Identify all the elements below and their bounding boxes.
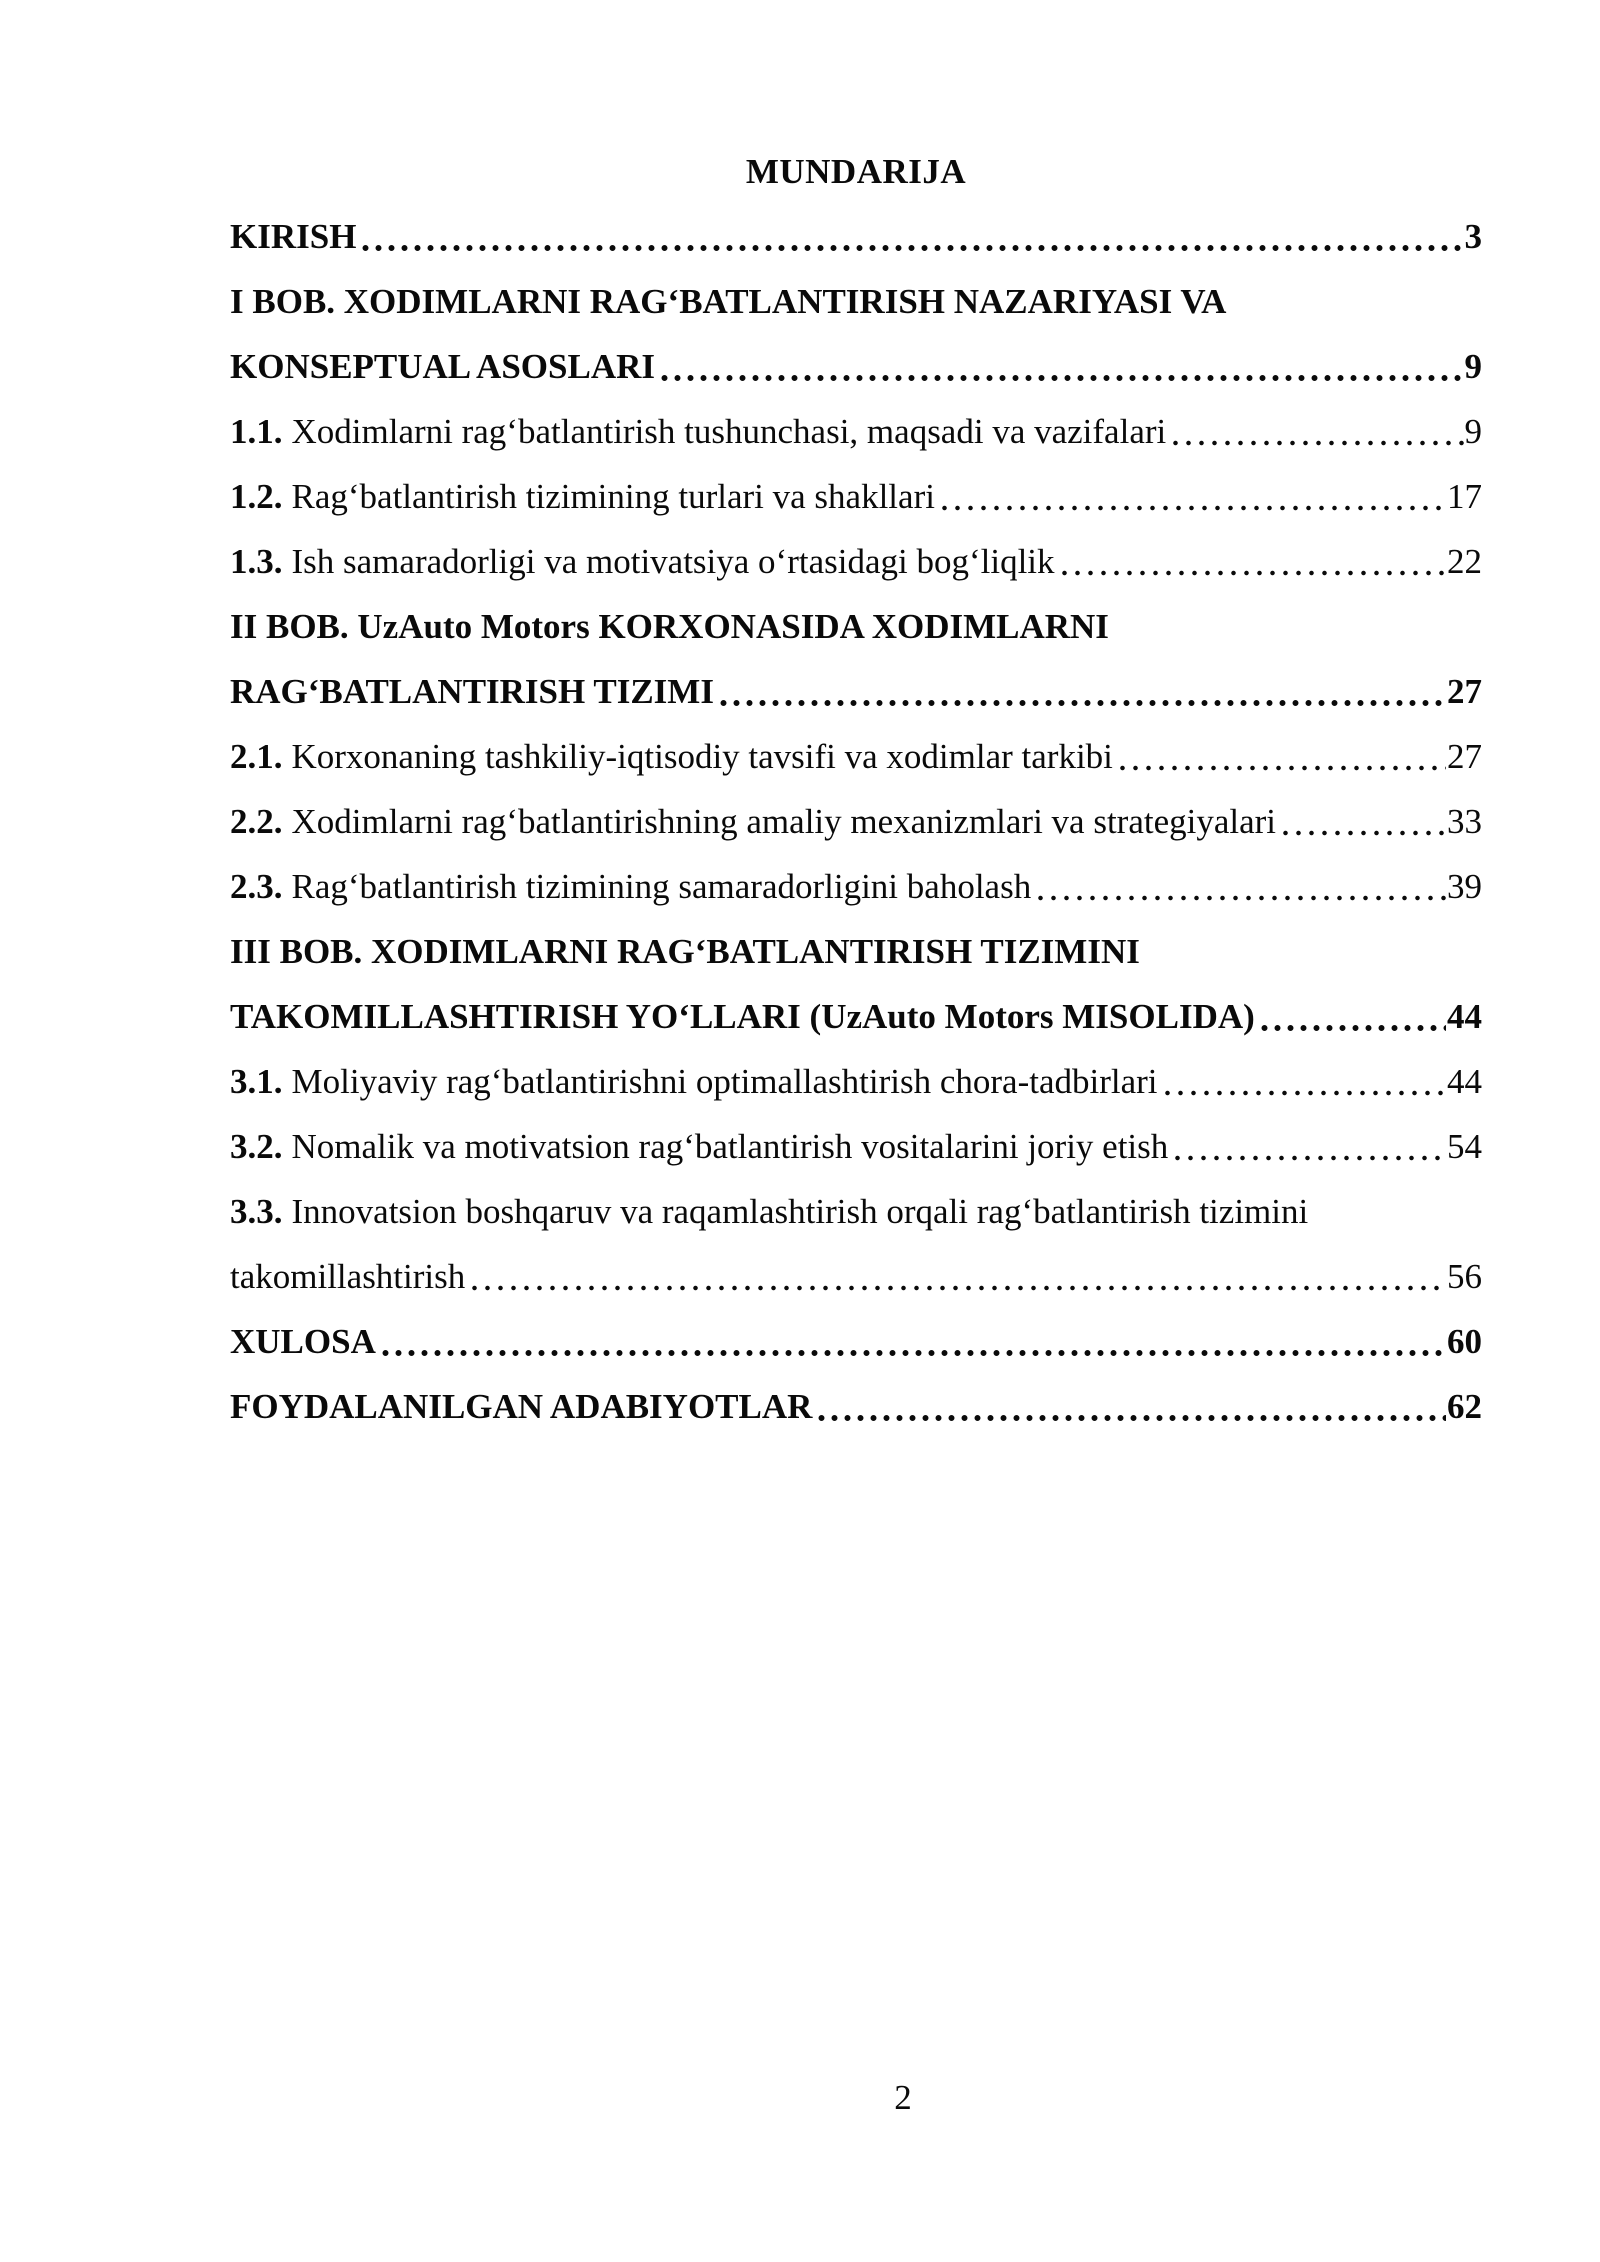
toc-entry-page: 44 bbox=[1447, 997, 1482, 1036]
toc-entries bbox=[230, 204, 1482, 1439]
toc-entry-text: FOYDALANILGAN ADABIYOTLAR bbox=[230, 1387, 813, 1426]
toc-entry bbox=[230, 399, 1482, 464]
toc-entry-page: 27 bbox=[1447, 672, 1482, 711]
toc-entry bbox=[230, 529, 1482, 594]
toc-entry-text: Xodimlarni rag‘batlantirishning amaliy mexanizmlari va strategiyalari bbox=[291, 802, 1277, 841]
toc-entry bbox=[230, 854, 1482, 919]
toc-entry-text: Korxonaning tashkiliy-iqtisodiy tavsifi va xodimlar tarkibi bbox=[291, 737, 1113, 776]
toc-entry-page: 9 bbox=[1464, 347, 1482, 386]
document-title: MUNDARIJA bbox=[745, 152, 967, 191]
dot-leader bbox=[1279, 829, 1446, 837]
toc-entry-number: 1.3. bbox=[230, 542, 283, 581]
toc-entry bbox=[230, 789, 1482, 854]
toc-entry-page: 33 bbox=[1447, 802, 1482, 841]
dot-leader bbox=[1171, 1154, 1446, 1162]
dot-leader bbox=[815, 1414, 1446, 1422]
toc-entry-text: Rag‘batlantirish tizimining samaradorligini baholash bbox=[291, 867, 1032, 906]
toc-entry-number: 1.2. bbox=[230, 477, 283, 516]
toc-entry-page: 17 bbox=[1447, 477, 1482, 516]
toc-entry bbox=[230, 1374, 1482, 1439]
toc-entry-text: RAG‘BATLANTIRISH TIZIMI bbox=[230, 672, 714, 711]
toc-entry-text: Ish samaradorligi va motivatsiya o‘rtasidagi bog‘liqlik bbox=[291, 542, 1055, 581]
toc-entry-number: 3.2. bbox=[230, 1127, 283, 1166]
toc-entry-number: 2.3. bbox=[230, 867, 283, 906]
toc-entry bbox=[230, 269, 1482, 334]
toc-entry bbox=[230, 1049, 1482, 1114]
toc-entry-page: 3 bbox=[1464, 217, 1482, 256]
dot-leader bbox=[1258, 1024, 1446, 1032]
dot-leader bbox=[468, 1284, 1446, 1292]
toc-entry-text: II BOB. UzAuto Motors KORXONASIDA XODIMLARNI bbox=[230, 607, 1109, 646]
dot-leader bbox=[1058, 569, 1446, 577]
toc-entry-text: KONSEPTUAL ASOSLARI bbox=[230, 347, 655, 386]
toc-entry-text: KIRISH bbox=[230, 217, 357, 256]
toc-entry bbox=[230, 919, 1482, 984]
dot-leader bbox=[1161, 1089, 1446, 1097]
dot-leader bbox=[938, 504, 1446, 512]
toc-entry-page: 44 bbox=[1447, 1062, 1482, 1101]
toc-entry-text: Innovatsion boshqaruv va raqamlashtirish orqali rag‘batlantirish tizimini bbox=[291, 1192, 1309, 1231]
toc-entry bbox=[230, 1114, 1482, 1179]
toc-entry bbox=[230, 659, 1482, 724]
page-number: 2 bbox=[894, 2078, 912, 2117]
table-of-contents bbox=[230, 139, 1482, 1439]
toc-entry bbox=[230, 1179, 1482, 1244]
toc-entry-number: 2.2. bbox=[230, 802, 283, 841]
toc-entry-number: 2.1. bbox=[230, 737, 283, 776]
toc-entry-page: 56 bbox=[1447, 1257, 1482, 1296]
toc-entry-text: Rag‘batlantirish tizimining turlari va shakllari bbox=[291, 477, 935, 516]
toc-entry bbox=[230, 464, 1482, 529]
toc-entry-text: Nomalik va motivatsion rag‘batlantirish vositalarini joriy etish bbox=[291, 1127, 1169, 1166]
toc-entry-number: 3.1. bbox=[230, 1062, 283, 1101]
toc-entry-text: takomillashtirish bbox=[230, 1257, 466, 1296]
toc-entry-page: 9 bbox=[1464, 412, 1482, 451]
dot-leader bbox=[658, 374, 1464, 382]
toc-entry-number: 3.3. bbox=[230, 1192, 283, 1231]
toc-entry-page: 54 bbox=[1447, 1127, 1482, 1166]
toc-entry bbox=[230, 1309, 1482, 1374]
dot-leader bbox=[1034, 894, 1446, 902]
toc-entry bbox=[230, 1244, 1482, 1309]
dot-leader bbox=[1116, 764, 1446, 772]
dot-leader bbox=[379, 1349, 1446, 1357]
dot-leader bbox=[717, 699, 1446, 707]
toc-entry-number: 1.1. bbox=[230, 412, 283, 451]
toc-entry-text: TAKOMILLASHTIRISH YO‘LLARI (UzAuto Motors MISOLIDA) bbox=[230, 997, 1255, 1036]
dot-leader bbox=[359, 244, 1463, 252]
toc-entry-page: 22 bbox=[1447, 542, 1482, 581]
toc-entry bbox=[230, 334, 1482, 399]
toc-entry bbox=[230, 594, 1482, 659]
toc-entry bbox=[230, 204, 1482, 269]
toc-entry-text: I BOB. XODIMLARNI RAG‘BATLANTIRISH NAZARIYASI VA bbox=[230, 282, 1227, 321]
toc-entry-page: 27 bbox=[1447, 737, 1482, 776]
toc-entry-page: 60 bbox=[1447, 1322, 1482, 1361]
dot-leader bbox=[1169, 439, 1463, 447]
toc-entry-text: III BOB. XODIMLARNI RAG‘BATLANTIRISH TIZIMINI bbox=[230, 932, 1140, 971]
toc-entry-text: XULOSA bbox=[230, 1322, 376, 1361]
toc-entry-text: Xodimlarni rag‘batlantirish tushunchasi, maqsadi va vazifalari bbox=[291, 412, 1167, 451]
toc-entry-text: Moliyaviy rag‘batlantirishni optimallashtirish chora-tadbirlari bbox=[291, 1062, 1158, 1101]
toc-entry-page: 39 bbox=[1447, 867, 1482, 906]
toc-entry bbox=[230, 984, 1482, 1049]
toc-entry bbox=[230, 724, 1482, 789]
toc-entry-page: 62 bbox=[1447, 1387, 1482, 1426]
